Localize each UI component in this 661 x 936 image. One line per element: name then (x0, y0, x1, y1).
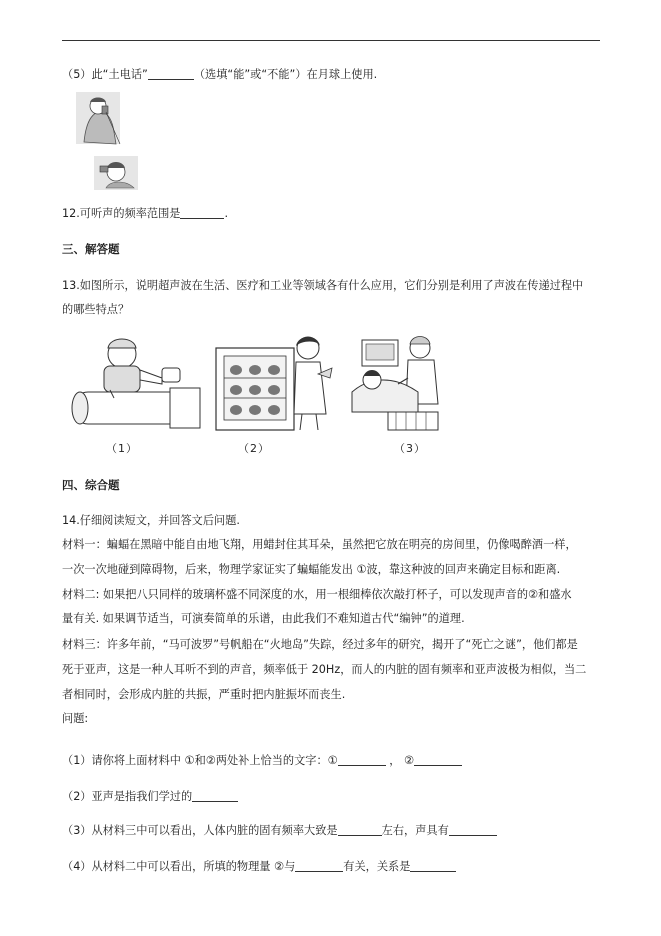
material-text: 和盛水 (538, 588, 572, 601)
answer-blank (338, 823, 382, 836)
material-1-line-2 (62, 561, 560, 579)
answer-blank (338, 753, 386, 766)
question-text: 有关，关系是 (343, 860, 411, 873)
material-1-line-1: 材料一：蝙蝠在黑暗中能自由地飞翔，用蜡封住其耳朵，虽然把它放在明亮的房间里，仍像喝醉酒一样， (62, 538, 577, 551)
sub-question-2 (62, 788, 238, 806)
question-text: （4）从材料二中可以看出，所填的物理量 ②与 (62, 860, 296, 873)
blank-marker-1: ① (356, 563, 367, 576)
tin-can-telephone-illustration (76, 92, 156, 192)
material-3-line-3: 者相同时，会形成内脏的共振，严重时把内脏振坏而丧生. (62, 688, 346, 701)
sub-question-1 (62, 752, 462, 770)
header-rule (62, 40, 600, 41)
question-text: . (224, 207, 229, 220)
blank-marker-2: ② (528, 588, 539, 601)
medical-ultrasound-illustration (348, 334, 444, 432)
section-heading: 四、综合题 (62, 478, 120, 492)
figure-caption-1: （1） (106, 442, 138, 455)
question-13-line-2: 的哪些特点？ (62, 303, 130, 316)
ultrasonic-cleaner-illustration (214, 334, 334, 432)
answer-blank (449, 823, 497, 836)
material-text: 材料二: 如果把八只同样的玻璃杯盛不同深度的水，用一根细棒依次敲打杯子，可以发现声音的 (62, 588, 529, 601)
question-text: （5）此“土电话” (62, 68, 148, 81)
answer-blank (295, 859, 343, 872)
answer-blank (414, 753, 462, 766)
answer-blank (148, 67, 194, 80)
figure-caption-3: （3） (394, 442, 426, 455)
material-2-line-2: 量有关. 如果调节适当，可演奏简单的乐谱，由此我们不难知道古代“编钟”的道理. (62, 612, 465, 625)
material-text: 波，靠这种波的回声来确定目标和距离. (366, 563, 561, 576)
material-2-line-1 (62, 586, 572, 604)
sub-question-4 (62, 858, 456, 876)
question-text: 12.可听声的频率范围是 (62, 207, 181, 220)
question-14-intro: 14.仔细阅读短文，并回答文后问题. (62, 514, 240, 527)
material-3-line-2: 死于亚声，这是一种人耳听不到的声音，频率低于 20Hz，而人的内脏的固有频率和亚声波极为相似，当二 (62, 663, 587, 676)
figure-caption-2: （2） (238, 442, 270, 455)
industrial-ultrasound-illustration (70, 332, 210, 432)
questions-label: 问题: (62, 712, 89, 725)
answer-blank (192, 789, 238, 802)
question-13-line-1: 13.如图所示，说明超声波在生活、医疗和工业等领域各有什么应用，它们分别是利用了声波在传递过程中 (62, 279, 584, 292)
question-12 (62, 205, 228, 223)
answer-blank (410, 859, 456, 872)
material-3-line-1: 材料三：许多年前，“马可波罗”号帆船在“火地岛”失踪，经过多年的研究，揭开了“死亡之谜”，他们都是 (62, 638, 578, 651)
material-text: 一次一次地碰到障碍物，后来，物理学家证实了蝙蝠能发出 (62, 563, 353, 576)
section-heading: 三、解答题 (62, 242, 120, 256)
question-11-5 (62, 66, 377, 84)
question-text: （1）请你将上面材料中 ①和②两处补上恰当的文字：① (62, 754, 338, 767)
answer-blank (180, 206, 224, 219)
question-text: ， ② (389, 754, 415, 767)
question-text: （选填“能”或“不能”）在月球上使用. (193, 68, 378, 81)
question-text: （2）亚声是指我们学过的 (62, 790, 193, 803)
question-text: （3）从材料三中可以看出，人体内脏的固有频率大致是 (62, 824, 338, 837)
question-text: 左右，声具有 (381, 824, 449, 837)
sub-question-3 (62, 822, 497, 840)
